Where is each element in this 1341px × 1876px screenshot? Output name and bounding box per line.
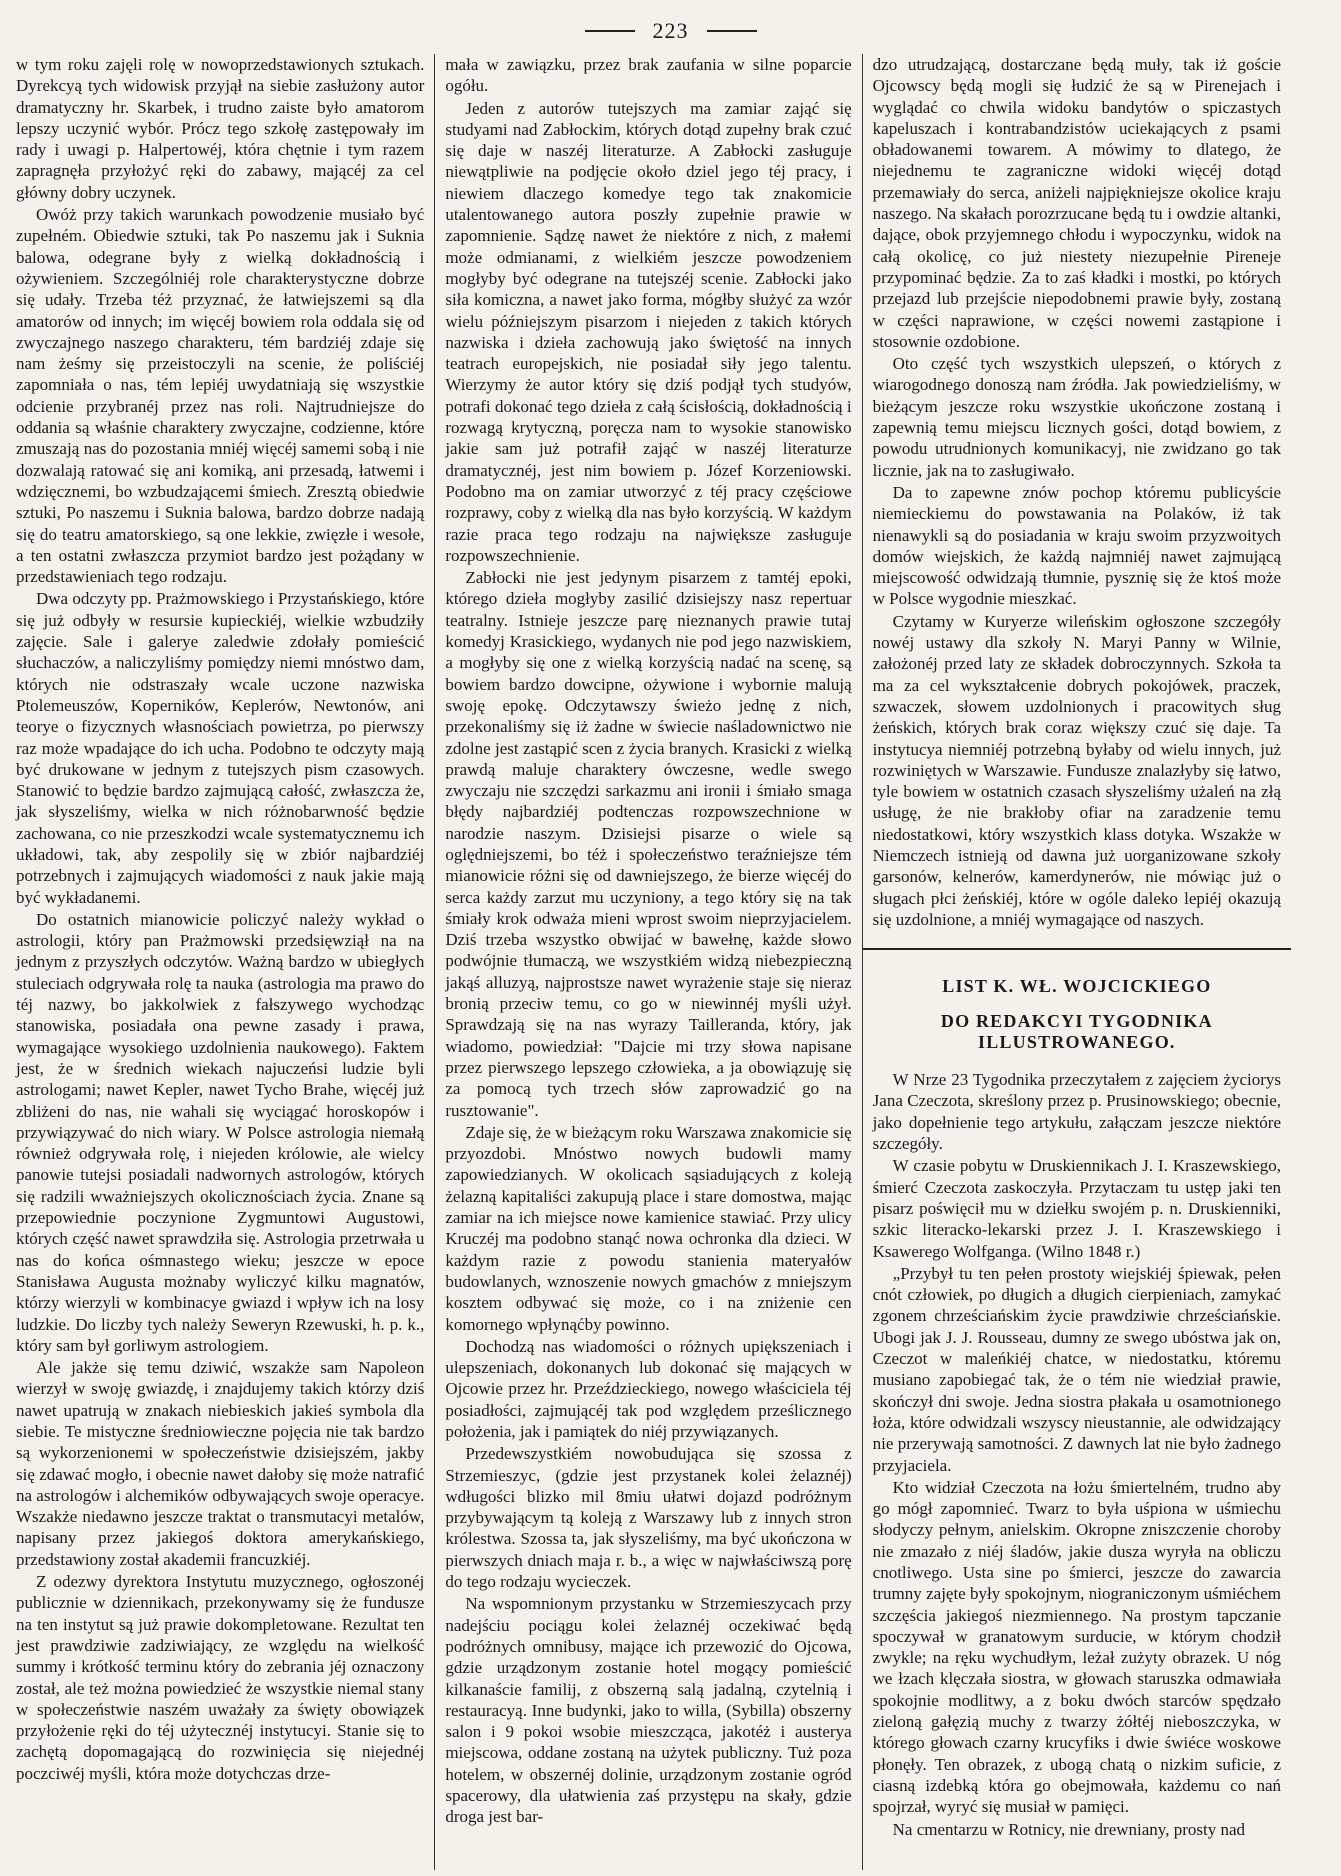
article-paragraph: W czasie pobytu w Druskiennikach J. I. Kraszewskiego, śmierć Czeczota zaskoczyła. Przytaczam tu ustęp jaki ten pisarz poświęcił mu w dziełku swojém p. n. Druskienniki, szkic literacko-lekarski przez J. I. Kraszewskiego i Ksawerego Wolfganga. (Wilno 1848 r.)	[872, 1156, 1281, 1261]
article-paragraph: „Przybył tu ten pełen prostoty wiejskiéj śpiewak, pełen cnót człowiek, po długich a długich cierpieniach, zamykać zgonem chrześciańskim życie prawdziwie chrześciańskie. Ubogi jak J. J. Rousseau, dumny ze swego ubóstwa jak on, Czeczot w maleńkiéj chatce, w niedostatku, któremu musiano zapobiegać tak, że o tém nie wiedział prawie, skończył dni swoje. Jedna siostra płakała u osamotnionego łoża, które odwidzali wszyscy nieustannie, ale odwidzający nie przerywają samotności. Z dawnych lat nie było żadnego przyjaciela.	[872, 1263, 1281, 1475]
article-paragraph: W Nrze 23 Tygodnika przeczytałem z zajęciem życiorys Jana Czeczota, skreślony przez p. Prusinowskiego; obecnie, jako dopełnienie tego artykułu, załączam jeszcze niektóre szczegóły.	[872, 1070, 1281, 1154]
paragraph: Ale jakże się temu dziwić, wszakże sam Napoleon wierzył w swoję gwiazdę, i znajdujemy takich którzy dziś nawet upatrują w znakach niebieskich jakieś symbola dla siebie. Te mistyczne średniowieczne pojęcia nie tak bardzo są wykorzenionemi w społeczeństwie dzisiejszém, jakby się zdawać mogło, i obecnie nawet dałoby się może natrafić na astrologów i alchemików odbywających swoje operacye. Wszakże niedawno jeszcze traktat o transmutacyi metalów, napisany przez jakiegoś doktora amerykańskiego, przedstawiony został akademii francuzkiéj.	[16, 1358, 425, 1569]
paragraph: Na wspomnionym przystanku w Strzemieszycach przy nadejściu pociągu kolei żelaznéj oczekiwać będą podróżnych omnibusy, mające ich przewozić do Ojcowa, gdzie urządzonym zostanie hotel mogący pomieścić kilkanaście familij, z obszerną salą jadalną, czytelnią i restauracyą. Inne budynki, jako to willa, (Sybilla) obszerny salon i 9 pokoi wsobie mieszcząca, jakotéż i austerya miejscowa, oddane zostaną na użytek publiczny. Tuż poza hotelem, w obszernéj dolinie, urządzonym zostanie ogród spacerowy, dla ułatwienia zaś przystępu na skały, gdzie droga jest bar-	[445, 1594, 852, 1827]
paragraph: Jeden z autorów tutejszych ma zamiar zająć się studyami nad Zabłockim, których dotąd zupełny brak czuć się daje w naszéj literaturze. A Zabłocki zasługuje niewątpliwie na podjęcie około dziel jego téj pracy, i niewiem dlaczego komedye tego tak znakomicie utalentowanego autora poszły zupełnie prawie w zapomnienie. Sądzę nawet że niektóre z nich, z małemi może odmianami, z wielkiém jeszcze powodzeniem mogłyby być odegrane na tutejszéj scenie. Zabłocki jako siła komiczna, a nawet jako forma, mógłby służyć za wzór wielu późniejszym pisarzom i niejeden z takich których nazwiska i dzieła zachowują jako świętość na innych teatrach europejskich, nie posiadał siły jego talentu. Wierzymy że autor który się dziś podjął tych studyów, potrafi dokonać tego dzieła z całą ścisłością, dokładnością i rozwagą krytyczną, poręcza nam to wysokie stanowisko jakie sam już potrafił zająć w naszéj literaturze dramatycznéj, jest nim bowiem p. Józef Korzeniowski. Podobno ma on zamiar utworzyć z téj pracy częściowe rozprawy, coby z wielką dla nas było korzyścią. W każdym razie praca tego rodzaju na największe zasługuje rozpowszechnienie.	[445, 98, 852, 565]
header-rule-left	[585, 30, 635, 32]
article-title: LIST K. WŁ. WOJCICKIEGO	[942, 976, 1212, 997]
paragraph: Dwa odczyty pp. Prażmowskiego i Przystańskiego, które się już odbyły w resursie kupieckiéj, wielkie wzbudziły zajęcie. Sale i galerye zaledwie zdołały pomieścić słuchaczów, a naliczyliśmy pomiędzy niemi mnóstwo dam, których nie odstraszały wcale uczone nazwiska Ptolemeuszów, Koperników, Keplerów, Newtonów, ani teorye o fizycznych własnościach powietrza, po pierwszy raz może wpadające do ich ucha. Podobno te odczyty mają być drukowane w jednym z tutejszych pism czasowych. Stanowić to będzie bardzo zajmującą całość, zwłaszcza że, jak słyszeliśmy, wielka w nich różnobarwność będzie zachowana, co nie przeszkodzi wcale systematycznemu ich układowi, tak, aby zespolily się w zbiór najbardziéj potrzebnych i zajmujących wiadomości z nauk jakie mają być wykładanemi.	[16, 589, 425, 907]
header-rule-right	[707, 30, 757, 32]
column-left	[6, 54, 434, 1870]
paragraph: Oto część tych wszystkich ulepszeń, o których z wiarogodnego donoszą nam źródła. Jak powiedzieliśmy, w bieżącym jeszcze roku wszystkie ukończone zostaną i zapewnią temu miejscu licznych gości, dotąd bowiem, z powodu utrudnionych komunikacyj, nie zwidzano go tak licznie, jak na to zasługiwało.	[872, 354, 1281, 480]
page-number: 223	[652, 18, 689, 43]
paragraph: Da to zapewne znów pochop któremu publicyście niemieckiemu do powstawania na Polaków, iż tak nienawykli są do posiadania w kraju swoim przyzwoitych domów wiejskich, że każdą najmniéj nawet zajmującą miejscowość odwidzają tłumnie, pysznię się że ktoś może w Polsce wygodnie mieszkać.	[872, 482, 1281, 609]
section-divider	[863, 948, 1291, 950]
paragraph: mała w zawiązku, przez brak zaufania w silne poparcie ogółu.	[445, 55, 852, 96]
article-paragraph: Na cmentarzu w Rotnicy, nie drewniany, prosty nad	[892, 1819, 1245, 1839]
paragraph: Zabłocki nie jest jedynym pisarzem z tamtéj epoki, którego dzieła mogłyby zasilić dzisiejszy nasz repertuar teatralny. Istnieje jeszcze parę nieznanych prawie tutaj komedyj Krasickiego, wydanych nie pod jego nazwiskiem, a mogłyby się one z wielką korzyścią nadać na scenę, są bowiem bardzo dowcipne, ożywione i wybornie malują swoję epokę. Odczytawszy świeżo jednę z nich, przekonaliśmy się iż żadne w świecie naśladownictwo nie zdolne jest zastąpić scen z życia branych. Krasicki z wielką prawdą maluje charaktery ówczesne, wedle swego zwyczaju nie szczędzi sarkazmu ani ironii i śmiało smaga błędy najbardziéj podtenczas rozpowszechnione w narodzie naszym. Dzisiejsi pisarze o wiele są oględniejszemi, bo téż i społeczeństwo teraźniejsze tém mianowicie różni się od dawniejszego, że bierze więcéj do serca każdy zarzut mu uczyniony, a tego który się na tak śmiały krok odważa mieni wprost swoim nieprzyjacielem. Dziś trzeba wszystko obwijać w bawełnę, każde słowo podwójnie tłumaczą, we wszystkiém widzą niebezpieczną jakąś alluzyą, najprostsze nawet wyrażenie staje się nieraz bronią przeciw temu, co go w niewinnéj myśli użył. Sprawdzają się na nas wyrazy Tailleranda, który, jak wiadomo, powiedział: "Dajcie mi trzy słowa napisane przez pierwszego lepszego człowieka, a ja obowiązuję się za pomocą tych trzech słów zaprowadzić go na rusztowanie".	[445, 568, 852, 1120]
text-columns	[6, 54, 1291, 1870]
paragraph: Zdaje się, że w bieżącym roku Warszawa znakomicie się przyozdobi. Mnóstwo nowych budowli mamy zapowiedzianych. W okolicach sąsiadujących z koleją żelazną kapitaliści zakupują place i stare domostwa, mając zamiar na ich miejsce nowe kamienice stawiać. Przy ulicy Kruczéj ma podobno stanąć nowa ochronka dla dzieci. W każdym razie z powodu stanienia materyałów budowlanych, wznoszenie nowych gmachów z mniejszym kosztem odbywać się może, co i na zniżenie cen komornego wpłynąćby powinno.	[445, 1122, 852, 1334]
page-header	[0, 14, 1341, 48]
paragraph: Przedewszystkiém nowobudująca się szossa z Strzemieszyc, (gdzie jest przystanek kolei żelaznéj) wdługości blizko mil 8miu ułatwi dojazd podróżnym przybywającym tą koleją z Warszawy lub z innych stron królestwa. Szossa ta, jak słyszeliśmy, ma być ukończona w pierwszych dniach maja r. b., a więc w najwłaściwszą porę do tego rodzaju wycieczek.	[445, 1444, 852, 1592]
article-subtitle: DO REDAKCYI TYGODNIKA ILLUSTROWANEGO.	[940, 1011, 1213, 1053]
column-right	[863, 54, 1291, 1870]
article-paragraph: Kto widział Czeczota na łożu śmiertelném, trudno aby go mógł zapomnieć. Twarz to była uśpiona w uśmiechu słodyczy pełnym, anielskim. Okropne zniszczenie choroby nie zmazało z niéj śladów, jakie dusza wyryła na obliczu cnotliwego. Usta sine po śmierci, jeszcze do zawarcia trumny zajęte były spokojnym, niograniczonym uśmiéchem szczęścia jakiegoś niezmiennego. Na prostym tapczanie spoczywał w granatowym surducie, w którym chodził zwykle; na ręku wychudłym, leżał zużyty obrazek. U nóg we łzach klęczała siostra, w głowach staruszka odmawiała spokojnie modlitwy, a z boku dwóch starców spędzało zieloną gałęzią muchy z twarzy żółtéj nieboszczyka, w którego głowach czarny krucyfiks i dwie świéce woskowe płonęły. Ten obrazek, z ubogą chatą o nizkim suficie, z ciasną izdebką która go obejmowała, każdemu co nań spojrzał, wyryć się musiał w pamięci.	[872, 1477, 1281, 1817]
paragraph: dzo utrudzającą, dostarczane będą muły, tak iż goście Ojcowscy będą mogli się łudzić że są w Pirenejach i wyglądać co chwila widoku bandytów o spiczastych kapeluszach i kontrabandzistów uciekających z psami obładowanemi towarem. A mówimy to dlatego, że niejednemu te zagraniczne widoki więcéj dotąd przemawiały do serca, aniżeli najpiękniejsze okolice kraju naszego. Na skałach porozrzucane będą tu i owdzie altanki, dające, obok przyjemnego chłodu i wypoczynku, widok na całą okolicę, co już niestety niezupełnie Pireneje przypominać będzie. Za to zaś kładki i mostki, po których przejazd lub przejście niepodobnemi prawie były, zostaną w części naprawione, w części nowemi zastąpione i stosownie ozdobione.	[872, 55, 1281, 351]
paragraph: Z odezwy dyrektora Instytutu muzycznego, ogłoszonéj publicznie w dziennikach, przekonywamy się że fundusze na ten instytut są już prawie dokompletowane. Rezultat ten jest prawdziwie zadziwiający, ze względu na wielkość summy i krótkość terminu który do zebrania jéj oznaczony został, ale też można powiedzieć że wszystkie niemal stany w społeczeństwie naszém uważały za święty obowiązek przyłożenie ręki do téj użytecznéj instytucyi. Stanie się to zachętą dopomagającą do rozwinięcia się niejednéj poczciwéj myśli, która może dotychczas drze-	[16, 1572, 425, 1783]
paragraph: Dochodzą nas wiadomości o różnych upiększeniach i ulepszeniach, dokonanych lub dokonać się mających w Ojcowie przez hr. Przeździeckiego, nowego właściciela téj posiadłości, zajmującéj tak pod względem prześlicznego położenia, jak i pamiątek do niéj przywiązanych.	[445, 1336, 852, 1441]
paragraph: Owóż przy takich warunkach powodzenie musiało być zupełném. Obiedwie sztuki, tak Po naszemu jak i Suknia balowa, odegrane były z wielką dokładnością i ożywieniem. Szczególniéj role charakterystyczne dobrze się udały. Trzeba téż przyznać, że łatwiejszemi są dla amatorów od innych; im więcéj bowiem rola oddala się od zwyczajnego naszego charakteru, tém bardziéj zdaje się nam żeśmy się przeistoczyli na scenie, że poliściéj zapomniała o nas, tém lepiéj uwydatniają się wszystkie odcienie przybranéj przez nas roli. Najtrudniejsze do oddania są właśnie charaktery zwyczajne, codzienne, które zmuszają nas do pozostania mniéj więcéj samemi sobą i nie dozwalają ratować się ani komiką, ani przesadą, łatwemi i wdzięcznemi, bo wzbudzającemi śmiech. Zresztą obiedwie sztuki, Po naszemu i Suknia balowa, bardzo dobrze nadają się do teatru amatorskiego, są one lekkie, zwięzłe i wesołe, a ten ostatni zwłaszcza przymiot bardzo jest pożądany w przedstawieniach tego rodzaju.	[16, 205, 425, 587]
paragraph: Do ostatnich mianowicie policzyć należy wykład o astrologii, który pan Prażmowski przedsięwziął na na jednym z przyszłych odczytów. Ważną bardzo w ubiegłych stuleciach odgrywała rolę ta nauka (astrologia ma prawo do téj nazwy, bo jakkolwiek z fałszywego wychodząc stanowiska, posiadała ona pewne zasady i prawa, wymagające wysokiego uzdolnienia naukowego). Faktem jest, że w średnich wiekach najuczeńsi ludzie byli astrologami; nawet Kepler, nawet Tycho Brahe, więcéj już zbliżeni do nas, nie wahali się wyciągać horoskopów i przywiązywać do nich wiary. W Polsce astrologia niemałą również odgrywała rolę, i niejeden królowie, ale wielcy panowie tutejsi posiadali nadwornych astrologów, których się radzili wważniejszych okolicznościach życia. Znane są przepowiednie poczynione Zygmuntowi Augustowi, których część nawet sprawdziła się. Astrologia przetrwała u nas do końca ośmnastego wieku; jeszcze w epoce Stanisława Augusta możnaby wyliczyć kilku magnatów, którzy wierzyli w kombinacye gwiazd i wpływ ich na losy ludzkie. Do liczby tych należy Seweryn Rzewuski, h. p. k., który sam był gorliwym astrologiem.	[16, 909, 425, 1355]
column-middle	[434, 54, 862, 1870]
paragraph: Czytamy w Kuryerze wileńskim ogłoszone szczegóły nowéj ustawy dla szkoły N. Maryi Panny w Wilnie, założonéj przed laty ze składek dobroczynnych. Szkoła ta ma za cel wykształcenie dobrych pokojówek, praczek, szwaczek, słowem uzdolnionych i pracowitych sług żeńskich, których brak coraz większy czuć się daje. Ta instytucya niemniéj potrzebną byłaby od wielu innych, już rozwiniętych w Warszawie. Fundusze znalazłyby się łatwo, tyle bowiem w ostatnich czasach słyszeliśmy użaleń na złą usługę, że nie brakłoby ofiar na zaradzenie temu niedostatkowi, który wszystkich klass dotyka. Wszakże w Niemczech istnieją od dawna już uorganizowane szkoły garsonów, kelnerów, kamerdynerów, nie mówiąc już o sługach płci żeńskiéj, które w ogóle daleko lepiéj okazują się uzdolnione, a mniéj wymagające od naszych.	[872, 611, 1281, 929]
paragraph: w tym roku zajęli rolę w nowoprzedstawionych sztukach. Dyrekcyą tych widowisk przyjął na siebie zasłużony autor dramatyczny hr. Skarbek, i trudno zaiste było amatorom lepszy uczynić wybór. Prócz tego szkołę zastępowały im rady i uwagi p. Halpertowéj, która chętnie i tym razem zapragnęła przyłożyć ręki do zabawy, mającéj za cel główny dobry uczynek.	[16, 55, 425, 202]
